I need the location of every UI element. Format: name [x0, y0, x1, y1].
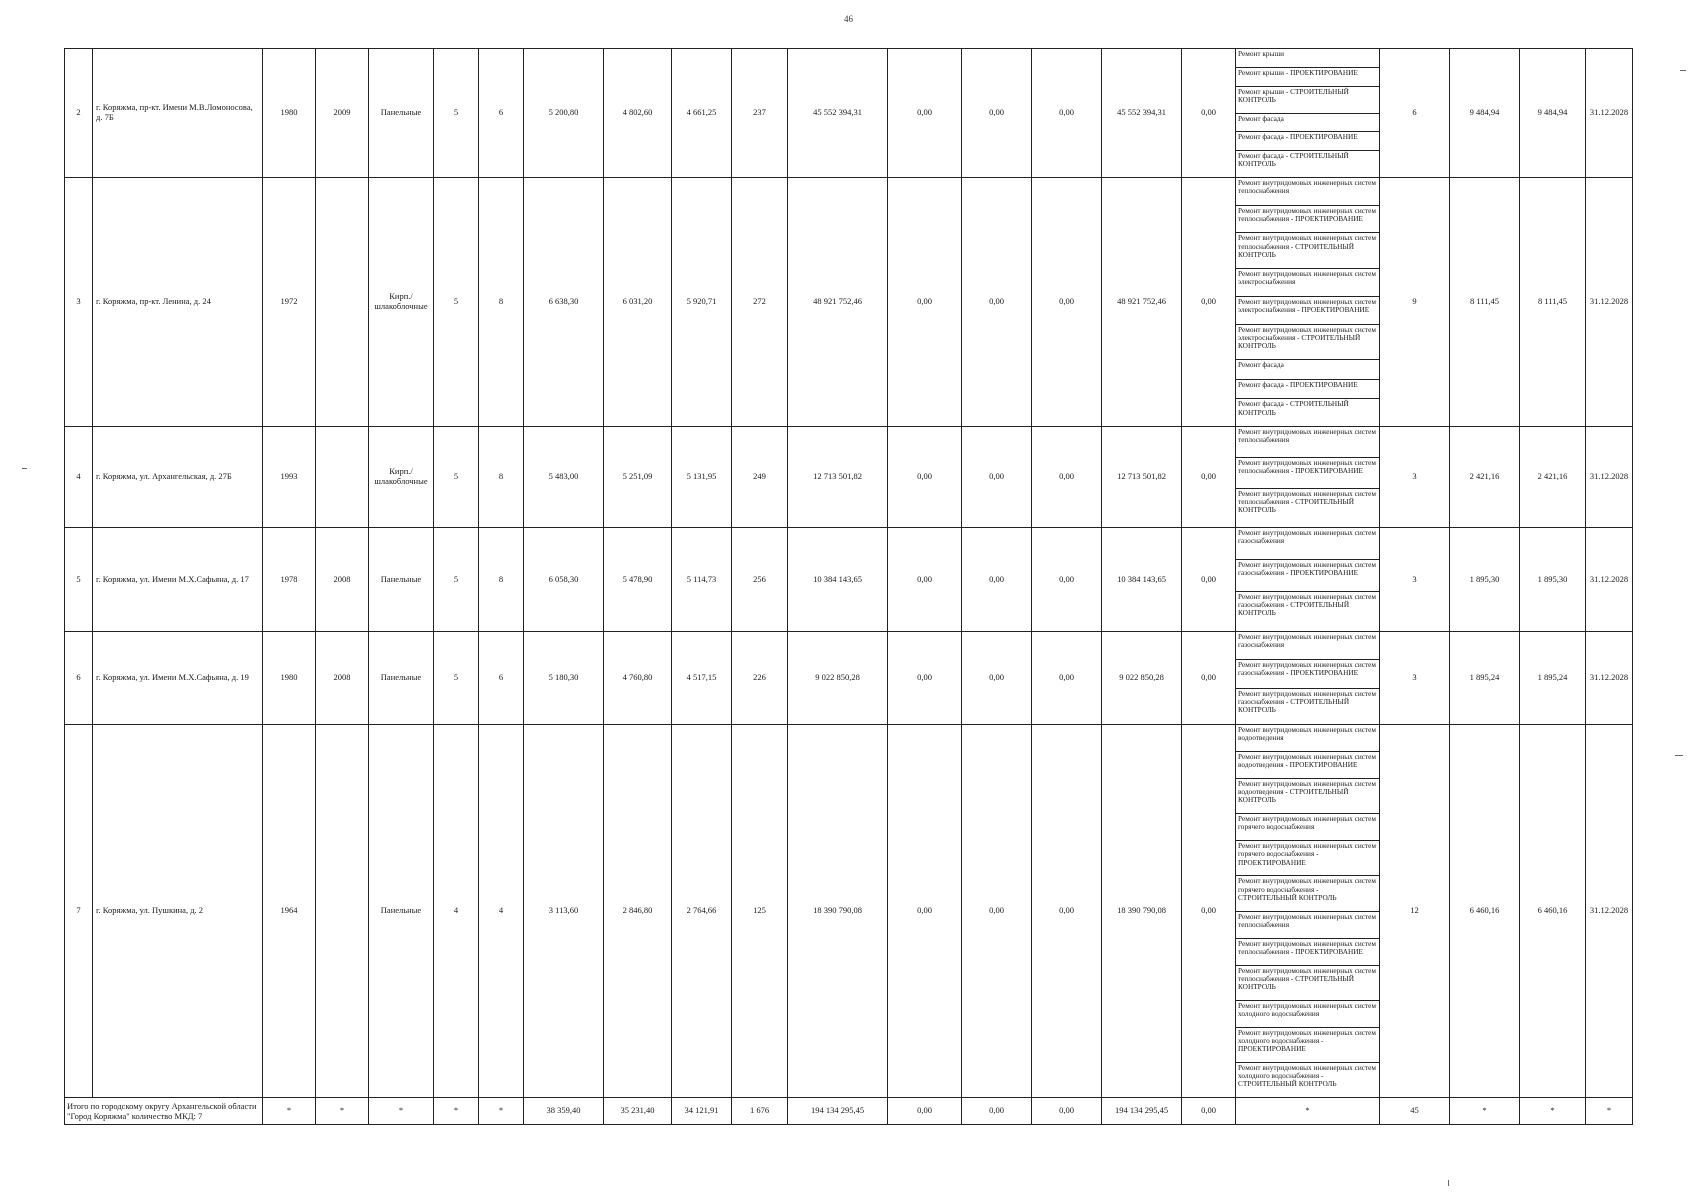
scan-speck: [22, 468, 27, 469]
table-row: [65, 725, 1633, 1098]
total-label: Итого по городскому округу Архангельской области "Город Коряжма" количество МКД: 7: [65, 1098, 263, 1125]
wall-material-cell: Кирп./ шлакоблочные: [369, 178, 434, 427]
cost-other-cell: 0,00: [1182, 725, 1236, 1098]
works-list: [1236, 427, 1379, 527]
max-unit-cost-cell: 9 484,94: [1520, 49, 1586, 178]
residents-cell: 125: [732, 725, 788, 1098]
cost-regional-cell: 0,00: [962, 528, 1032, 632]
year-built-cell: 1964: [263, 725, 316, 1098]
address-cell: г. Коряжма, ул. Имени М.Х.Сафьяна, д. 19: [93, 632, 263, 725]
table-row: [65, 49, 1633, 178]
work-item: [1236, 939, 1379, 966]
work-item: [1236, 779, 1379, 814]
cost-other-cell: 0,00: [1182, 632, 1236, 725]
area-total-cell: 6 638,30: [524, 178, 604, 427]
address-cell: г. Коряжма, ул. Архангельская, д. 27Б: [93, 427, 263, 528]
work-item-text: Ремонт внутридомовых инженерных систем горячего водоснабжения: [1238, 814, 1377, 832]
work-item-text: Ремонт внутридомовых инженерных систем газоснабжения - СТРОИТЕЛЬНЫЙ КОНТРОЛЬ: [1238, 591, 1377, 618]
works-list: [1236, 725, 1379, 1097]
works-cell: [1236, 725, 1380, 1098]
area-total-cell: 5 483,00: [524, 427, 604, 528]
year-last-repair-cell: [316, 725, 369, 1098]
wall-material-cell: Панельные: [369, 725, 434, 1098]
work-item-text: Ремонт фасада - ПРОЕКТИРОВАНИЕ: [1238, 379, 1358, 389]
residents-cell: 249: [732, 427, 788, 528]
work-item-text: Ремонт внутридомовых инженерных систем водоотведения - СТРОИТЕЛЬНЫЙ КОНТРОЛЬ: [1238, 779, 1377, 805]
work-item: [1236, 178, 1379, 206]
work-item: [1236, 876, 1379, 911]
cost-total-cell: 45 552 394,31: [788, 49, 888, 178]
residents-cell: 226: [732, 632, 788, 725]
work-item: [1236, 380, 1379, 400]
scan-speck: [1680, 70, 1686, 71]
work-item-text: Ремонт внутридомовых инженерных систем газоснабжения - ПРОЕКТИРОВАНИЕ: [1238, 660, 1377, 678]
work-item: [1236, 528, 1379, 560]
work-item: [1236, 1001, 1379, 1028]
total-cost: 194 134 295,45: [788, 1098, 888, 1125]
program-rows: [65, 49, 1633, 1098]
max-unit-cost-cell: 1 895,30: [1520, 528, 1586, 632]
work-item-text: Ремонт внутридомовых инженерных систем электроснабжения - ПРОЕКТИРОВАНИЕ: [1238, 296, 1377, 315]
work-item: [1236, 325, 1379, 361]
year-built-cell: 1978: [263, 528, 316, 632]
area-total-cell: 6 058,30: [524, 528, 604, 632]
year-last-repair-cell: [316, 427, 369, 528]
max-unit-cost-cell: 6 460,16: [1520, 725, 1586, 1098]
address-cell: г. Коряжма, пр-кт. Имени М.В.Ломоносова, д. 7Б: [93, 49, 263, 178]
total-placeholder: *: [369, 1098, 434, 1125]
area-total-cell: 3 113,60: [524, 725, 604, 1098]
work-item: [1236, 725, 1379, 752]
work-item: [1236, 49, 1379, 68]
total-area-total: 38 359,40: [524, 1098, 604, 1125]
wall-material-cell: Панельные: [369, 528, 434, 632]
work-item: [1236, 132, 1379, 151]
cost-federal-cell: 0,00: [888, 725, 962, 1098]
work-item-text: Ремонт внутридомовых инженерных систем горячего водоснабжения - СТРОИТЕЛЬНЫЙ КОНТРОЛЬ: [1238, 876, 1377, 902]
max-unit-cost-cell: 8 111,45: [1520, 178, 1586, 427]
work-item: [1236, 233, 1379, 269]
work-item-text: Ремонт внутридомовых инженерных систем электроснабжения: [1238, 269, 1377, 287]
entrances-cell: 8: [479, 178, 524, 427]
row-number: 6: [65, 632, 93, 725]
work-item: [1236, 912, 1379, 939]
area-residential-cell: 2 764,66: [672, 725, 732, 1098]
residents-cell: 272: [732, 178, 788, 427]
cost-total-cell: 48 921 752,46: [788, 178, 888, 427]
cost-regional-cell: 0,00: [962, 427, 1032, 528]
total-cost-owners: 194 134 295,45: [1102, 1098, 1182, 1125]
works-list: [1236, 178, 1379, 426]
work-item: [1236, 360, 1379, 380]
program-table: [64, 48, 1633, 1125]
work-item: [1236, 114, 1379, 133]
work-item: [1236, 1063, 1379, 1097]
cost-owners-cell: 9 022 850,28: [1102, 632, 1182, 725]
cost-regional-cell: 0,00: [962, 49, 1032, 178]
unit-cost-cell: 1 895,24: [1450, 632, 1520, 725]
total-area-premises: 35 231,40: [604, 1098, 672, 1125]
unit-cost-cell: 1 895,30: [1450, 528, 1520, 632]
entrances-cell: 8: [479, 427, 524, 528]
work-item-text: Ремонт внутридомовых инженерных систем теплоснабжения - ПРОЕКТИРОВАНИЕ: [1238, 457, 1377, 476]
deadline-cell: 31.12.2028: [1586, 178, 1633, 427]
area-premises-cell: 4 760,80: [604, 632, 672, 725]
total-cost-other: 0,00: [1182, 1098, 1236, 1125]
work-item-text: Ремонт внутридомовых инженерных систем газоснабжения - СТРОИТЕЛЬНЫЙ КОНТРОЛЬ: [1238, 688, 1377, 714]
works-cell: [1236, 632, 1380, 725]
area-total-cell: 5 200,80: [524, 49, 604, 178]
cost-regional-cell: 0,00: [962, 178, 1032, 427]
area-residential-cell: 5 114,73: [672, 528, 732, 632]
works-count-cell: 6: [1380, 49, 1450, 178]
cost-owners-cell: 12 713 501,82: [1102, 427, 1182, 528]
row-number: 2: [65, 49, 93, 178]
deadline-cell: 31.12.2028: [1586, 632, 1633, 725]
cost-local-cell: 0,00: [1032, 632, 1102, 725]
work-item-text: Ремонт крыши: [1238, 49, 1285, 58]
scan-speck: [1675, 755, 1683, 756]
work-item: [1236, 458, 1379, 489]
cost-local-cell: 0,00: [1032, 725, 1102, 1098]
table-row: [65, 178, 1633, 427]
cost-federal-cell: 0,00: [888, 427, 962, 528]
deadline-cell: 31.12.2028: [1586, 49, 1633, 178]
work-item: [1236, 206, 1379, 234]
work-item-text: Ремонт внутридомовых инженерных систем теплоснабжения: [1238, 427, 1377, 445]
max-unit-cost-cell: 2 421,16: [1520, 427, 1586, 528]
year-built-cell: 1993: [263, 427, 316, 528]
year-built-cell: 1980: [263, 632, 316, 725]
year-last-repair-cell: [316, 178, 369, 427]
floors-cell: 5: [434, 632, 479, 725]
work-item: [1236, 269, 1379, 297]
cost-total-cell: 18 390 790,08: [788, 725, 888, 1098]
cost-local-cell: 0,00: [1032, 49, 1102, 178]
year-last-repair-cell: 2008: [316, 632, 369, 725]
residents-cell: 256: [732, 528, 788, 632]
table-row: [65, 632, 1633, 725]
work-item: [1236, 68, 1379, 87]
deadline-cell: 31.12.2028: [1586, 427, 1633, 528]
total-area-residential: 34 121,91: [672, 1098, 732, 1125]
works-count-cell: 3: [1380, 528, 1450, 632]
work-item-text: Ремонт фасада - ПРОЕКТИРОВАНИЕ: [1238, 132, 1358, 142]
area-residential-cell: 5 131,95: [672, 427, 732, 528]
row-number: 7: [65, 725, 93, 1098]
work-item: [1236, 660, 1379, 688]
floors-cell: 4: [434, 725, 479, 1098]
cost-federal-cell: 0,00: [888, 178, 962, 427]
works-list: [1236, 49, 1379, 177]
cost-other-cell: 0,00: [1182, 528, 1236, 632]
work-item-text: Ремонт фасада: [1238, 360, 1284, 370]
area-premises-cell: 6 031,20: [604, 178, 672, 427]
address-cell: г. Коряжма, пр-кт. Ленина, д. 24: [93, 178, 263, 427]
total-row: [65, 1098, 1633, 1125]
work-item-text: Ремонт внутридомовых инженерных систем теплоснабжения: [1238, 178, 1377, 196]
deadline-cell: 31.12.2028: [1586, 725, 1633, 1098]
address-cell: г. Коряжма, ул. Имени М.Х.Сафьяна, д. 17: [93, 528, 263, 632]
area-residential-cell: 4 517,15: [672, 632, 732, 725]
area-residential-cell: 4 661,25: [672, 49, 732, 178]
cost-other-cell: 0,00: [1182, 49, 1236, 178]
area-premises-cell: 5 478,90: [604, 528, 672, 632]
works-cell: [1236, 49, 1380, 178]
total-placeholder: *: [316, 1098, 369, 1125]
cost-federal-cell: 0,00: [888, 49, 962, 178]
cost-other-cell: 0,00: [1182, 178, 1236, 427]
work-item-text: Ремонт внутридомовых инженерных систем холодного водоснабжения: [1238, 1000, 1377, 1018]
cost-total-cell: 10 384 143,65: [788, 528, 888, 632]
work-item-text: Ремонт внутридомовых инженерных систем газоснабжения - ПРОЕКТИРОВАНИЕ: [1238, 559, 1377, 578]
cost-owners-cell: 18 390 790,08: [1102, 725, 1182, 1098]
area-total-cell: 5 180,30: [524, 632, 604, 725]
work-item-text: Ремонт внутридомовых инженерных систем теплоснабжения - ПРОЕКТИРОВАНИЕ: [1238, 938, 1377, 956]
work-item-text: Ремонт внутридомовых инженерных систем теплоснабжения - СТРОИТЕЛЬНЫЙ КОНТРОЛЬ: [1238, 488, 1377, 515]
work-item-text: Ремонт внутридомовых инженерных систем газоснабжения: [1238, 632, 1377, 650]
work-item-text: Ремонт внутридомовых инженерных систем теплоснабжения - СТРОИТЕЛЬНЫЙ КОНТРОЛЬ: [1238, 233, 1377, 259]
work-item: [1236, 489, 1379, 527]
works-cell: [1236, 427, 1380, 528]
works-cell: [1236, 528, 1380, 632]
work-item: [1236, 592, 1379, 631]
works-count-cell: 9: [1380, 178, 1450, 427]
work-item: [1236, 297, 1379, 325]
total-placeholder: *: [1586, 1098, 1633, 1125]
row-number: 5: [65, 528, 93, 632]
work-item: [1236, 1028, 1379, 1063]
cost-total-cell: 12 713 501,82: [788, 427, 888, 528]
total-section: [65, 1098, 1633, 1125]
work-item: [1236, 689, 1379, 724]
work-item-text: Ремонт внутридомовых инженерных систем теплоснабжения - ПРОЕКТИРОВАНИЕ: [1238, 205, 1377, 223]
floors-cell: 5: [434, 178, 479, 427]
cost-federal-cell: 0,00: [888, 528, 962, 632]
residents-cell: 237: [732, 49, 788, 178]
unit-cost-cell: 9 484,94: [1450, 49, 1520, 178]
cost-local-cell: 0,00: [1032, 427, 1102, 528]
area-residential-cell: 5 920,71: [672, 178, 732, 427]
work-item-text: Ремонт крыши - ПРОЕКТИРОВАНИЕ: [1238, 67, 1358, 77]
area-premises-cell: 5 251,09: [604, 427, 672, 528]
page-number: 46: [844, 14, 853, 24]
work-item-text: Ремонт внутридомовых инженерных систем холодного водоснабжения - ПРОЕКТИРОВАНИЕ: [1238, 1027, 1377, 1054]
works-count-cell: 12: [1380, 725, 1450, 1098]
work-item-text: Ремонт внутридомовых инженерных систем теплоснабжения - СТРОИТЕЛЬНЫЙ КОНТРОЛЬ: [1238, 965, 1377, 991]
work-item: [1236, 427, 1379, 458]
cost-owners-cell: 10 384 143,65: [1102, 528, 1182, 632]
program-table-sheet: [64, 48, 1633, 1125]
works-list: [1236, 632, 1379, 724]
deadline-cell: 31.12.2028: [1586, 528, 1633, 632]
works-list: [1236, 528, 1379, 631]
cost-local-cell: 0,00: [1032, 528, 1102, 632]
total-placeholder: *: [1236, 1098, 1380, 1125]
work-item-text: Ремонт внутридомовых инженерных систем холодного водоснабжения - СТРОИТЕЛЬНЫЙ КОНТРОЛЬ: [1238, 1062, 1377, 1089]
work-item-text: Ремонт фасада - СТРОИТЕЛЬНЫЙ КОНТРОЛЬ: [1238, 399, 1349, 417]
row-number: 4: [65, 427, 93, 528]
area-premises-cell: 4 802,60: [604, 49, 672, 178]
total-placeholder: *: [479, 1098, 524, 1125]
works-cell: [1236, 178, 1380, 427]
cost-other-cell: 0,00: [1182, 427, 1236, 528]
row-number: 3: [65, 178, 93, 427]
entrances-cell: 4: [479, 725, 524, 1098]
work-item: [1236, 966, 1379, 1001]
address-cell: г. Коряжма, ул. Пушкина, д. 2: [93, 725, 263, 1098]
work-item-text: Ремонт внутридомовых инженерных систем водоотведения - ПРОЕКТИРОВАНИЕ: [1238, 752, 1377, 770]
year-last-repair-cell: 2009: [316, 49, 369, 178]
total-placeholder: *: [434, 1098, 479, 1125]
work-item: [1236, 632, 1379, 660]
entrances-cell: 6: [479, 49, 524, 178]
cost-federal-cell: 0,00: [888, 632, 962, 725]
unit-cost-cell: 2 421,16: [1450, 427, 1520, 528]
unit-cost-cell: 6 460,16: [1450, 725, 1520, 1098]
work-item-text: Ремонт внутридомовых инженерных систем электроснабжения - СТРОИТЕЛЬНЫЙ КОНТРОЛЬ: [1238, 324, 1377, 350]
work-item: [1236, 814, 1379, 841]
cost-total-cell: 9 022 850,28: [788, 632, 888, 725]
area-premises-cell: 2 846,80: [604, 725, 672, 1098]
work-item: [1236, 752, 1379, 779]
work-item: [1236, 87, 1379, 114]
max-unit-cost-cell: 1 895,24: [1520, 632, 1586, 725]
total-cost-regional: 0,00: [962, 1098, 1032, 1125]
total-placeholder: *: [1450, 1098, 1520, 1125]
work-item-text: Ремонт внутридомовых инженерных систем горячего водоснабжения - ПРОЕКТИРОВАНИЕ: [1238, 841, 1377, 867]
year-built-cell: 1980: [263, 49, 316, 178]
work-item-text: Ремонт крыши - СТРОИТЕЛЬНЫЙ КОНТРОЛЬ: [1238, 86, 1349, 104]
works-count-cell: 3: [1380, 427, 1450, 528]
cost-owners-cell: 45 552 394,31: [1102, 49, 1182, 178]
unit-cost-cell: 8 111,45: [1450, 178, 1520, 427]
cost-local-cell: 0,00: [1032, 178, 1102, 427]
wall-material-cell: Кирп./ шлакоблочные: [369, 427, 434, 528]
entrances-cell: 6: [479, 632, 524, 725]
table-row: [65, 528, 1633, 632]
table-row: [65, 427, 1633, 528]
work-item: [1236, 560, 1379, 592]
year-last-repair-cell: 2008: [316, 528, 369, 632]
work-item-text: Ремонт фасада - СТРОИТЕЛЬНЫЙ КОНТРОЛЬ: [1238, 151, 1349, 169]
work-item: [1236, 399, 1379, 426]
scan-speck: [1448, 1180, 1449, 1186]
total-cost-federal: 0,00: [888, 1098, 962, 1125]
total-works-count: 45: [1380, 1098, 1450, 1125]
cost-regional-cell: 0,00: [962, 725, 1032, 1098]
floors-cell: 5: [434, 427, 479, 528]
work-item-text: Ремонт внутридомовых инженерных систем газоснабжения: [1238, 528, 1377, 546]
work-item-text: Ремонт внутридомовых инженерных систем теплоснабжения: [1238, 911, 1377, 929]
entrances-cell: 8: [479, 528, 524, 632]
total-residents: 1 676: [732, 1098, 788, 1125]
wall-material-cell: Панельные: [369, 49, 434, 178]
total-placeholder: *: [263, 1098, 316, 1125]
work-item-text: Ремонт фасада: [1238, 113, 1284, 123]
cost-owners-cell: 48 921 752,46: [1102, 178, 1182, 427]
total-placeholder: *: [1520, 1098, 1586, 1125]
total-cost-local: 0,00: [1032, 1098, 1102, 1125]
wall-material-cell: Панельные: [369, 632, 434, 725]
work-item: [1236, 841, 1379, 876]
work-item-text: Ремонт внутридомовых инженерных систем водоотведения: [1238, 725, 1377, 743]
year-built-cell: 1972: [263, 178, 316, 427]
floors-cell: 5: [434, 528, 479, 632]
works-count-cell: 3: [1380, 632, 1450, 725]
work-item: [1236, 151, 1379, 177]
cost-regional-cell: 0,00: [962, 632, 1032, 725]
floors-cell: 5: [434, 49, 479, 178]
